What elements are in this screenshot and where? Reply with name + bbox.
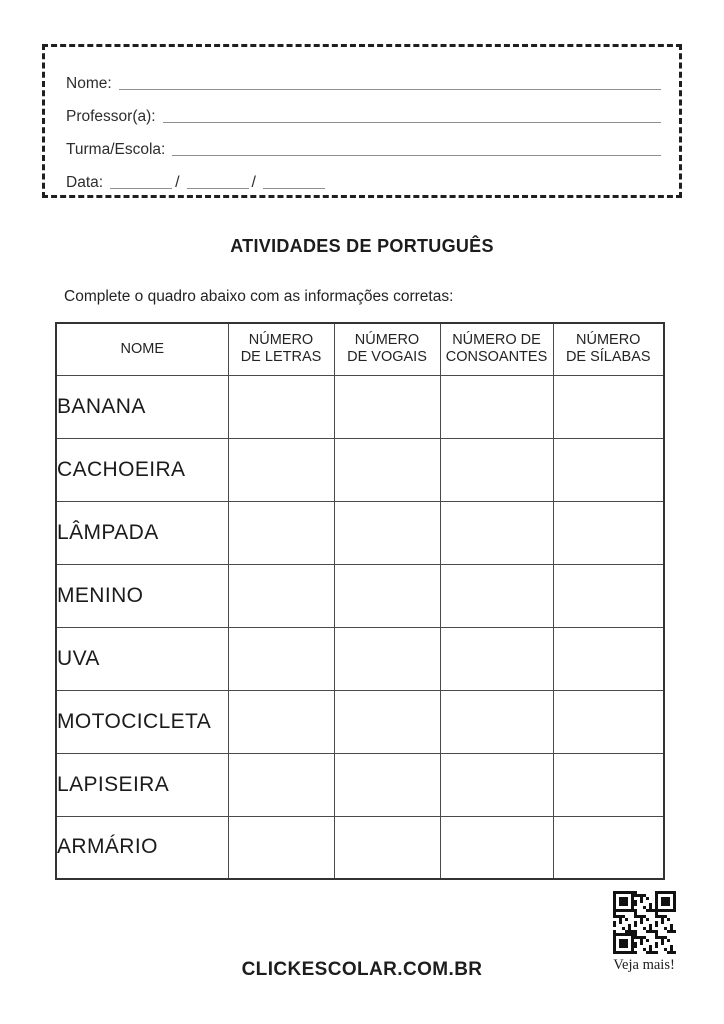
word-cell: UVA: [56, 627, 228, 690]
name-field-row: [66, 60, 663, 93]
answer-cell: [334, 690, 440, 753]
class-school-blank-line: [172, 155, 661, 156]
date-month-blank: [187, 188, 249, 189]
table-row: [56, 690, 664, 753]
answer-cell: [228, 627, 334, 690]
answer-cell: [553, 753, 664, 816]
answer-cell: [553, 816, 664, 879]
name-label: Nome:: [66, 75, 112, 92]
answer-cell: [228, 375, 334, 438]
class-school-label: Turma/Escola:: [66, 141, 166, 158]
table-row: [56, 501, 664, 564]
answer-cell: [334, 375, 440, 438]
answer-cell: [334, 501, 440, 564]
teacher-field-row: [66, 93, 663, 126]
class-school-field-row: [66, 126, 663, 159]
header-numero-consoantes: NÚMERO DE CONSOANTES: [440, 323, 553, 375]
qr-caption: Veja mais!: [613, 957, 675, 973]
activity-table: [55, 322, 665, 880]
answer-cell: [334, 816, 440, 879]
answer-cell: [440, 816, 553, 879]
table-row: [56, 753, 664, 816]
table-row: [56, 438, 664, 501]
word-cell: ARMÁRIO: [56, 816, 228, 879]
answer-cell: [440, 438, 553, 501]
answer-cell: [228, 753, 334, 816]
answer-cell: [228, 501, 334, 564]
date-slash: /: [175, 174, 180, 191]
table-row: [56, 816, 664, 879]
qr-code-icon: [613, 891, 676, 954]
answer-cell: [553, 564, 664, 627]
answer-cell: [553, 501, 664, 564]
answer-cell: [228, 690, 334, 753]
answer-cell: [228, 438, 334, 501]
table-row: [56, 375, 664, 438]
instruction-text: Complete o quadro abaixo com as informações corretas:: [64, 288, 454, 305]
teacher-blank-line: [163, 122, 661, 123]
answer-cell: [228, 564, 334, 627]
word-cell: CACHOEIRA: [56, 438, 228, 501]
word-cell: LAPISEIRA: [56, 753, 228, 816]
answer-cell: [440, 627, 553, 690]
word-cell: BANANA: [56, 375, 228, 438]
table-row: [56, 627, 664, 690]
word-cell: LÂMPADA: [56, 501, 228, 564]
answer-cell: [440, 375, 553, 438]
header-numero-silabas: NÚMERO DE SÍLABAS: [553, 323, 664, 375]
page-title: ATIVIDADES DE PORTUGUÊS: [230, 236, 494, 256]
answer-cell: [440, 690, 553, 753]
date-day-blank: [110, 188, 172, 189]
answer-cell: [440, 753, 553, 816]
site-url: CLICKESCOLAR.COM.BR: [241, 959, 483, 980]
answer-cell: [334, 564, 440, 627]
word-cell: MENINO: [56, 564, 228, 627]
answer-cell: [440, 564, 553, 627]
answer-cell: [553, 438, 664, 501]
date-label: Data:: [66, 174, 104, 191]
qr-block: [610, 891, 678, 974]
date-field-row: [66, 159, 663, 192]
answer-cell: [334, 627, 440, 690]
date-year-blank: [263, 188, 325, 189]
answer-cell: [553, 690, 664, 753]
word-cell: MOTOCICLETA: [56, 690, 228, 753]
answer-cell: [334, 753, 440, 816]
answer-cell: [440, 501, 553, 564]
header-numero-letras: NÚMERO DE LETRAS: [228, 323, 334, 375]
header-nome: NOME: [56, 323, 228, 375]
header-numero-vogais: NÚMERO DE VOGAIS: [334, 323, 440, 375]
answer-cell: [334, 438, 440, 501]
answer-cell: [228, 816, 334, 879]
name-blank-line: [119, 89, 661, 90]
teacher-label: Professor(a):: [66, 108, 156, 125]
date-slash: /: [251, 174, 256, 191]
table-header-row: [56, 323, 664, 375]
student-info-box: [42, 44, 682, 198]
answer-cell: [553, 627, 664, 690]
answer-cell: [553, 375, 664, 438]
table-row: [56, 564, 664, 627]
